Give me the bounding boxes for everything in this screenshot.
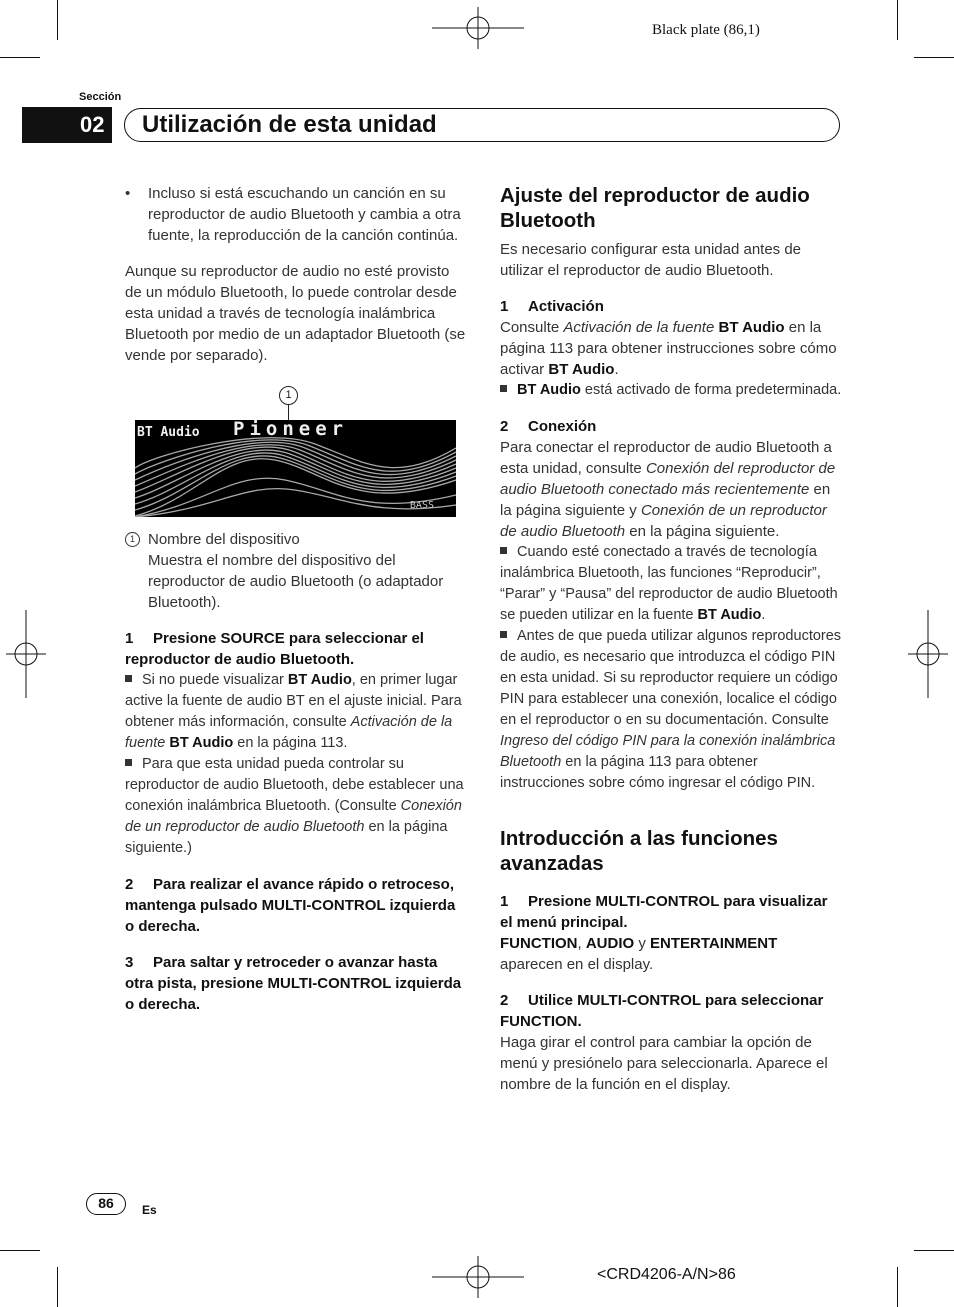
language-label: Es	[142, 1203, 157, 1217]
step-1-note-1: Si no puede visualizar BT Audio, en primer lugar active la fuente de audio BT en el ajuste inicial. Para obtener más información, consulte Activación de la fuente BT Audio en la página 113.	[125, 672, 462, 751]
crop-mark	[0, 1250, 40, 1251]
right-column	[500, 183, 842, 1095]
crop-mark	[57, 1267, 58, 1307]
conexion-heading: 2 Conexión	[500, 418, 597, 435]
square-bullet-icon	[125, 759, 132, 766]
intro-step-2: 2 Utilice MULTI-CONTROL para seleccionar FUNCTION.	[500, 992, 824, 1030]
activacion-heading: 1 Activación	[500, 298, 604, 315]
step-3: 3 Para saltar y retroceder o avanzar hasta otra pista, presione MULTI-CONTROL izquierda o derecha.	[125, 954, 462, 1013]
display-bt-audio: BT Audio	[137, 425, 200, 440]
display-logo: Pioneer	[233, 420, 349, 440]
step-1: 1 Presione SOURCE para seleccionar el reproductor de audio Bluetooth.	[125, 630, 424, 668]
unit-display-screen	[135, 420, 456, 517]
section-title: Utilización de esta unidad	[142, 111, 437, 138]
bullet-item: • Incluso si está escuchando un canción en su reproductor de audio Bluetooth y cambia a otra fuente, la reproducción de la canción continúa.	[125, 183, 468, 246]
registration-mark-left	[6, 610, 46, 698]
crop-mark	[897, 1267, 898, 1307]
display-figure	[125, 386, 468, 531]
conexion-note-1: Cuando esté conectado a través de tecnología inalámbrica Bluetooth, las funciones “Reproducir”, “Parar” y “Pausa” del reproductor de audio Bluetooth se pueden utilizar en la fuente BT Audio.	[500, 544, 838, 623]
square-bullet-icon	[500, 385, 507, 392]
intro-step-2-body: Haga girar el control para cambiar la opción de menú y presiónelo para seleccionarla. Aparece el nombre de la función en el display.	[500, 1034, 828, 1093]
plate-label: Black plate (86,1)	[652, 22, 760, 38]
crop-mark	[914, 57, 954, 58]
paragraph-adapter: Aunque su reproductor de audio no esté provisto de un módulo Bluetooth, lo puede controlar desde esta unidad a través de tecnología inalámbrica Bluetooth por medio de un adaptador Bluetooth (se vende por separado).	[125, 263, 466, 364]
figure-note	[125, 529, 468, 613]
note-number: 1	[125, 532, 140, 547]
display-bass: BASS	[409, 500, 434, 511]
figure-callout: 1	[279, 386, 298, 405]
conexion-body: Para conectar el reproductor de audio Bluetooth a esta unidad, consulte Conexión del reproductor de audio Bluetooth conectado más recientemente en la página siguiente y Conexión de un reproductor de audio Bluetooth en la página siguiente.	[500, 439, 836, 540]
activacion-note: BT Audio está activado de forma predeterminada.	[500, 380, 842, 401]
crop-mark	[914, 1250, 954, 1251]
crop-mark	[57, 0, 58, 40]
square-bullet-icon	[125, 675, 132, 682]
page-number: 86	[86, 1193, 126, 1215]
square-bullet-icon	[500, 547, 507, 554]
heading-ajuste: Ajuste del reproductor de audio Bluetooth	[500, 184, 810, 232]
registration-mark-top	[432, 7, 524, 49]
crop-mark	[0, 57, 40, 58]
note-title: Nombre del dispositivo	[148, 531, 300, 548]
heading-introduccion: Introducción a las funciones avanzadas	[500, 827, 778, 875]
square-bullet-icon	[500, 631, 507, 638]
intro-step-1: 1 Presione MULTI-CONTROL para visualizar el menú principal.	[500, 893, 828, 931]
section-label: Sección	[79, 91, 122, 103]
document-code: <CRD4206-A/N>86	[597, 1266, 736, 1283]
step-2: 2 Para realizar el avance rápido o retroceso, mantenga pulsado MULTI-CONTROL izquierda o derecha.	[125, 876, 456, 935]
intro-step-1-body: FUNCTION, AUDIO y ENTERTAINMENT aparecen en el display.	[500, 935, 778, 973]
activacion-body: Consulte Activación de la fuente BT Audio en la página 113 para obtener instrucciones sobre cómo activar BT Audio.	[500, 319, 837, 378]
registration-mark-right	[908, 610, 948, 698]
step-1-note-2: Para que esta unidad pueda controlar su reproductor de audio Bluetooth, debe establecer una conexión inalámbrica Bluetooth. (Consulte Conexión de un reproductor de audio Bluetooth en la página siguiente.)	[125, 756, 464, 856]
conexion-note-2: Antes de que pueda utilizar algunos reproductores de audio, es necesario que introduzca el código PIN en esta unidad. Si su reproductor requiere un código PIN para establecer una conexión, localice el código en el reproductor o en su documentación. Consulte Ingreso del código PIN para la conexión inalámbrica Bluetooth en la página 113 para obtener instrucciones sobre cómo ingresar el código PIN.	[500, 628, 842, 791]
ajuste-intro: Es necesario configurar esta unidad antes de utilizar el reproductor de audio Bluetooth.	[500, 241, 802, 279]
left-column	[125, 183, 468, 1015]
registration-mark-bottom	[432, 1256, 524, 1298]
section-number: 02	[22, 107, 112, 143]
note-body: Muestra el nombre del dispositivo del reproductor de audio Bluetooth (o adaptador Bluetooth).	[148, 552, 444, 611]
crop-mark	[897, 0, 898, 40]
